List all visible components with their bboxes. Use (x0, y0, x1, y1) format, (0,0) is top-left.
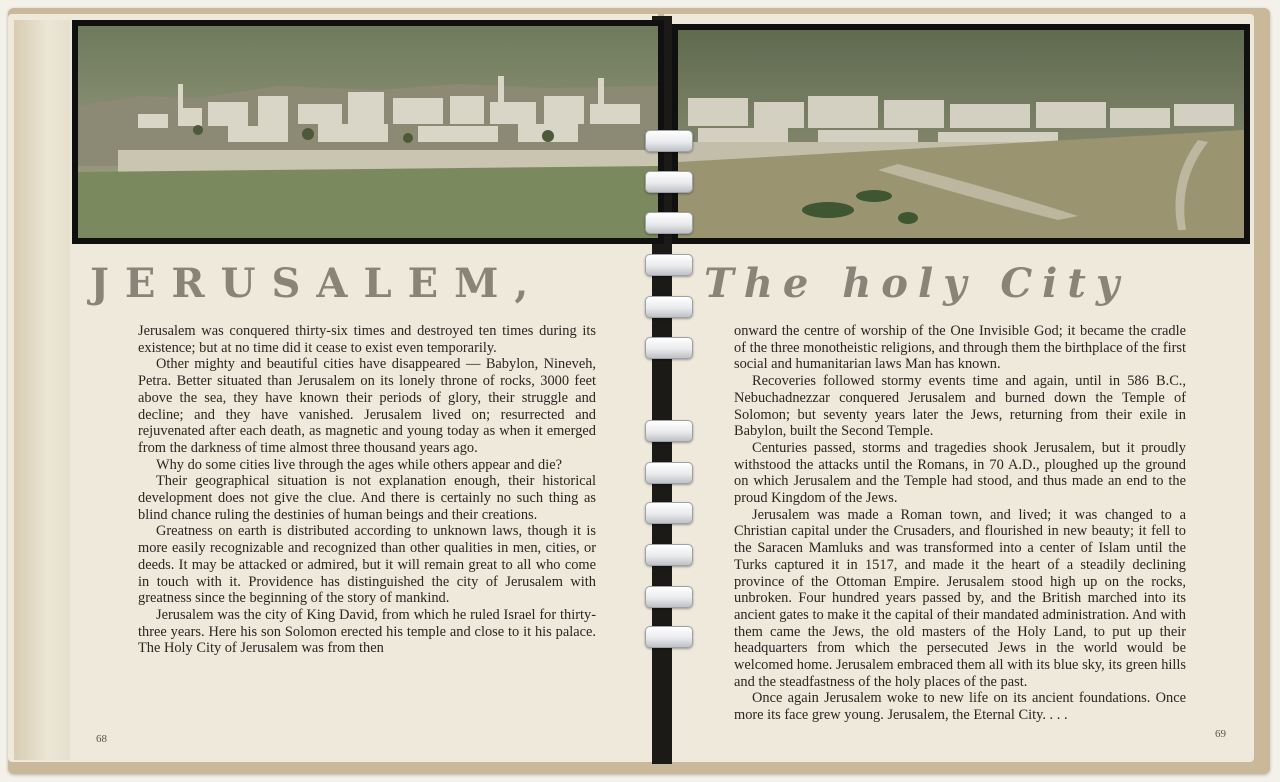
binding-ring (645, 462, 693, 484)
jerusalem-panorama-right (672, 24, 1250, 244)
panorama-left-image (78, 26, 658, 238)
binding-ring (645, 544, 693, 566)
right-page-title: The holy City (704, 260, 1130, 307)
left-page-body (138, 323, 596, 657)
panorama-right-image (678, 30, 1244, 238)
binding-ring (645, 586, 693, 608)
page-edge-stack (14, 20, 70, 760)
right-paragraph: Once again Jerusalem woke to new life on its ancient foundations. Once more its face grew young. Jerusalem, the Eternal City. . . . (734, 690, 1186, 724)
left-paragraph: Jerusalem was conquered thirty-six times and destroyed ten times during its existence; but at no time did it cease to exist even temporarily. (138, 323, 596, 356)
binding-ring (645, 626, 693, 648)
binding-ring (645, 420, 693, 442)
right-paragraph: Jerusalem was made a Roman town, and lived; it was changed to a Christian capital under the Crusaders, and flourished in new beauty; it fell to the Saracen Mamluks and was transformed into a center of Islam until the Turks captured it in 1517, and made it the heart of a steadily declining province of the Ottoman Empire. Jerusalem stood high up on the rocks, unbroken. Four hundred years passed by, and the British marched into its ancient gates to make it the capital of their mandated administration. And with them came the Jews, the old masters of the Holy Land, to put up their headquarters from which the persecuted Jews in the world would be welcomed home. Jerusalem embraced them all with its blue sky, its green hills and the steadfastness of the holy places of the past. (734, 506, 1186, 690)
left-paragraph: Other mighty and beautiful cities have disappeared — Babylon, Nineveh, Petra. Better situated than Jerusalem on its lonely throne of rocks, 3000 feet above the sea, they have known their periods of glory, their struggle and decline; and they have vanished. Jerusalem lived on; resurrected and rejuvenated after each death, as magnetic and young today as when it emerged from the darkness of time almost three thousand years ago. (138, 356, 596, 456)
binding-ring (645, 254, 693, 276)
binding-ring (645, 502, 693, 524)
binding-ring (645, 337, 693, 359)
left-paragraph: Greatness on earth is distributed according to unknown laws, though it is more easily recognizable and recognized than other qualities in men, cities, or deeds. It may be attacked or admired, but it will remain great to all who come in touch with it. Providence has distinguished the city of Jerusalem with greatness since the beginning of the story of mankind. (138, 523, 596, 607)
right-paragraph: Centuries passed, storms and tragedies shook Jerusalem, but it proudly withstood the attacks until the Romans, in 70 A.D., ploughed up the ground on which Jerusalem and the Temple had stood, and thus made an end to the proud Kingdom of the Jews. (734, 439, 1186, 507)
left-paragraph: Jerusalem was the city of King David, from which he ruled Israel for thirty-three years. Here his son Solomon erected his temple and close to it his palace. The Holy City of Jerusalem was from then (138, 606, 596, 657)
right-paragraph: onward the centre of worship of the One Invisible God; it became the cradle of the three monotheistic religions, and through them the birthplace of the first social and humanitarian laws Man has known. (734, 323, 1186, 373)
right-page-body (734, 323, 1186, 724)
binding-ring (645, 212, 693, 234)
binding-ring (645, 171, 693, 193)
right-paragraph: Recoveries followed stormy events time and again, until in 586 B.C., Nebuchadnezzar conquered Jerusalem and burned down the Temple of Solomon; but seventy years later the Jews, returning from their exile in Babylon, built the Second Temple. (734, 373, 1186, 440)
left-paragraph: Why do some cities live through the ages while others appear and die? (156, 456, 563, 473)
right-page-number: 69 (1215, 728, 1226, 740)
binding-ring (645, 296, 693, 318)
left-page-title: JERUSALEM, (90, 260, 545, 307)
left-page-number: 68 (96, 733, 107, 745)
jerusalem-panorama-left (72, 20, 664, 244)
left-paragraph: Their geographical situation is not explanation enough, their historical development does not give the clue. And there is certainly no such thing as blind chance ruling the destinies of human beings and their creations. (138, 473, 596, 523)
binding-ring (645, 130, 693, 152)
